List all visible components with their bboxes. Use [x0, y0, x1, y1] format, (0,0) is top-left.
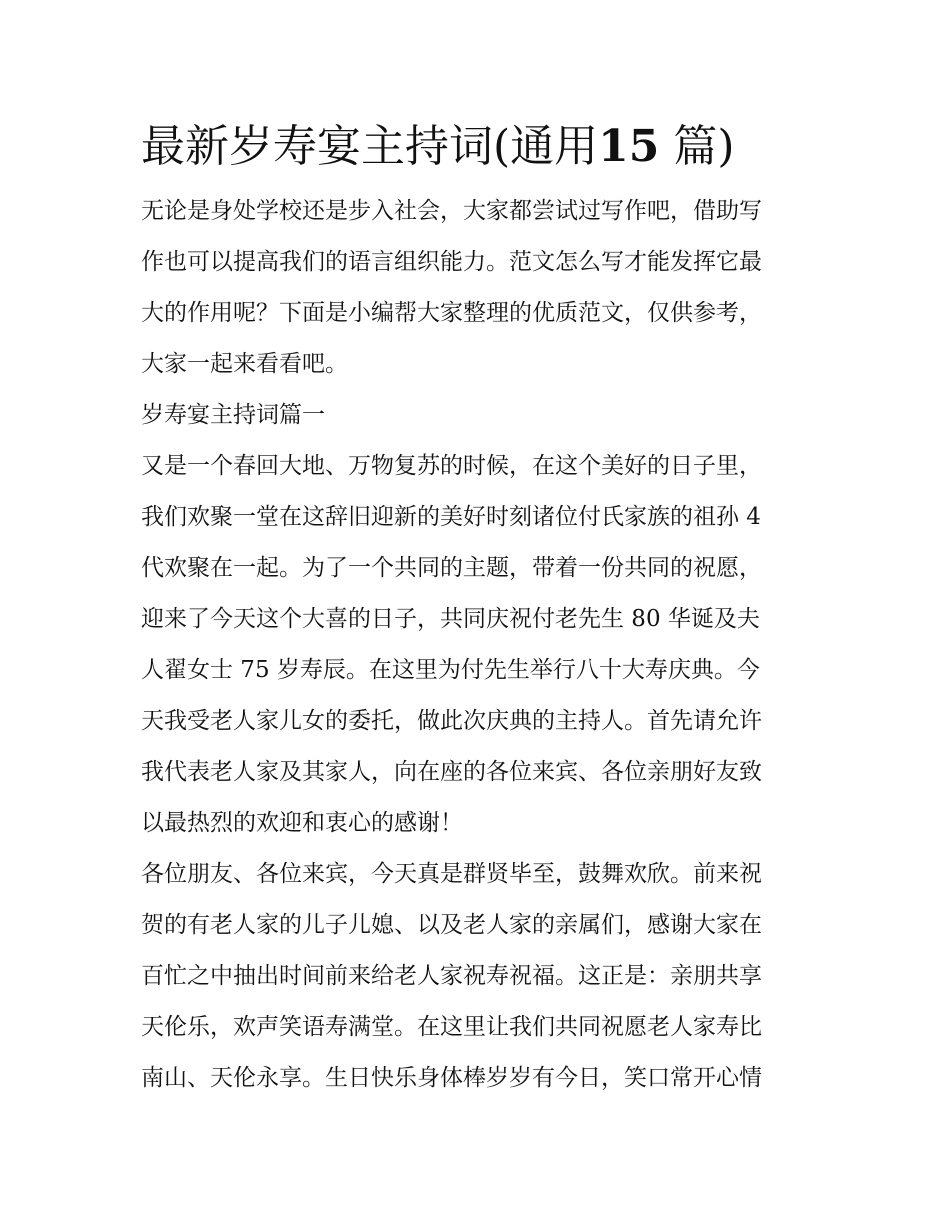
- paragraph-1: [141, 441, 816, 849]
- section-heading: [141, 390, 816, 441]
- intro-line: 大家一起来看看吧。: [141, 351, 348, 377]
- intro-line: 无论是身处学校还是步入社会，大家都尝试过写作吧，借助写: [141, 198, 762, 224]
- paragraph-1-line: 又是一个春回大地、万物复苏的时候，在这个美好的日子里，: [141, 453, 762, 479]
- paragraph-1-line: 我代表老人家及其家人，向在座的各位来宾、各位亲朋好友致: [141, 759, 762, 785]
- document-body: [141, 112, 816, 1104]
- paragraph-2-line: 天伦乐，欢声笑语寿满堂。在这里让我们共同祝愿老人家寿比: [141, 1014, 762, 1040]
- intro-line: 大的作用呢？下面是小编帮大家整理的优质范文，仅供参考，: [141, 300, 762, 326]
- paragraph-1-line: 天我受老人家儿女的委托，做此次庆典的主持人。首先请允许: [141, 708, 762, 734]
- paragraph-1-line: 代欢聚在一起。为了一个共同的主题，带着一份共同的祝愿，: [141, 555, 762, 581]
- paragraph-2-line: 各位朋友、各位来宾，今天真是群贤毕至，鼓舞欢欣。前来祝: [141, 861, 762, 887]
- paragraph-1-line: 我们欢聚一堂在这辞旧迎新的美好时刻诸位付氏家族的祖孙 4: [141, 504, 761, 530]
- title-number: 15: [598, 121, 660, 172]
- paragraph-2-line: 南山、天伦永享。生日快乐身体棒岁岁有今日，笑口常开心情: [141, 1065, 762, 1091]
- section-heading-text: 岁寿宴主持词篇一: [141, 402, 325, 428]
- intro-paragraph: [141, 186, 816, 390]
- paragraph-2-line: 贺的有老人家的儿子儿媳、以及老人家的亲属们，感谢大家在: [141, 912, 762, 938]
- title-end: 篇): [673, 121, 735, 172]
- paragraph-2: [141, 849, 816, 1104]
- paragraph-2-line: 百忙之中抽出时间前来给老人家祝寿祝福。这正是：亲朋共享: [141, 963, 762, 989]
- paragraph-1-line: 人翟女士 75 岁寿辰。在这里为付先生举行八十大寿庆典。今: [141, 657, 760, 683]
- paragraph-1-line: 迎来了今天这个大喜的日子，共同庆祝付老先生 80 华诞及夫: [141, 606, 760, 632]
- intro-line: 作也可以提高我们的语言组织能力。范文怎么写才能发挥它最: [141, 249, 762, 275]
- title-main: 最新岁寿宴主持词(通用: [141, 121, 599, 172]
- paragraph-1-line: 以最热烈的欢迎和衷心的感谢！: [141, 810, 463, 836]
- document-title: [141, 112, 816, 182]
